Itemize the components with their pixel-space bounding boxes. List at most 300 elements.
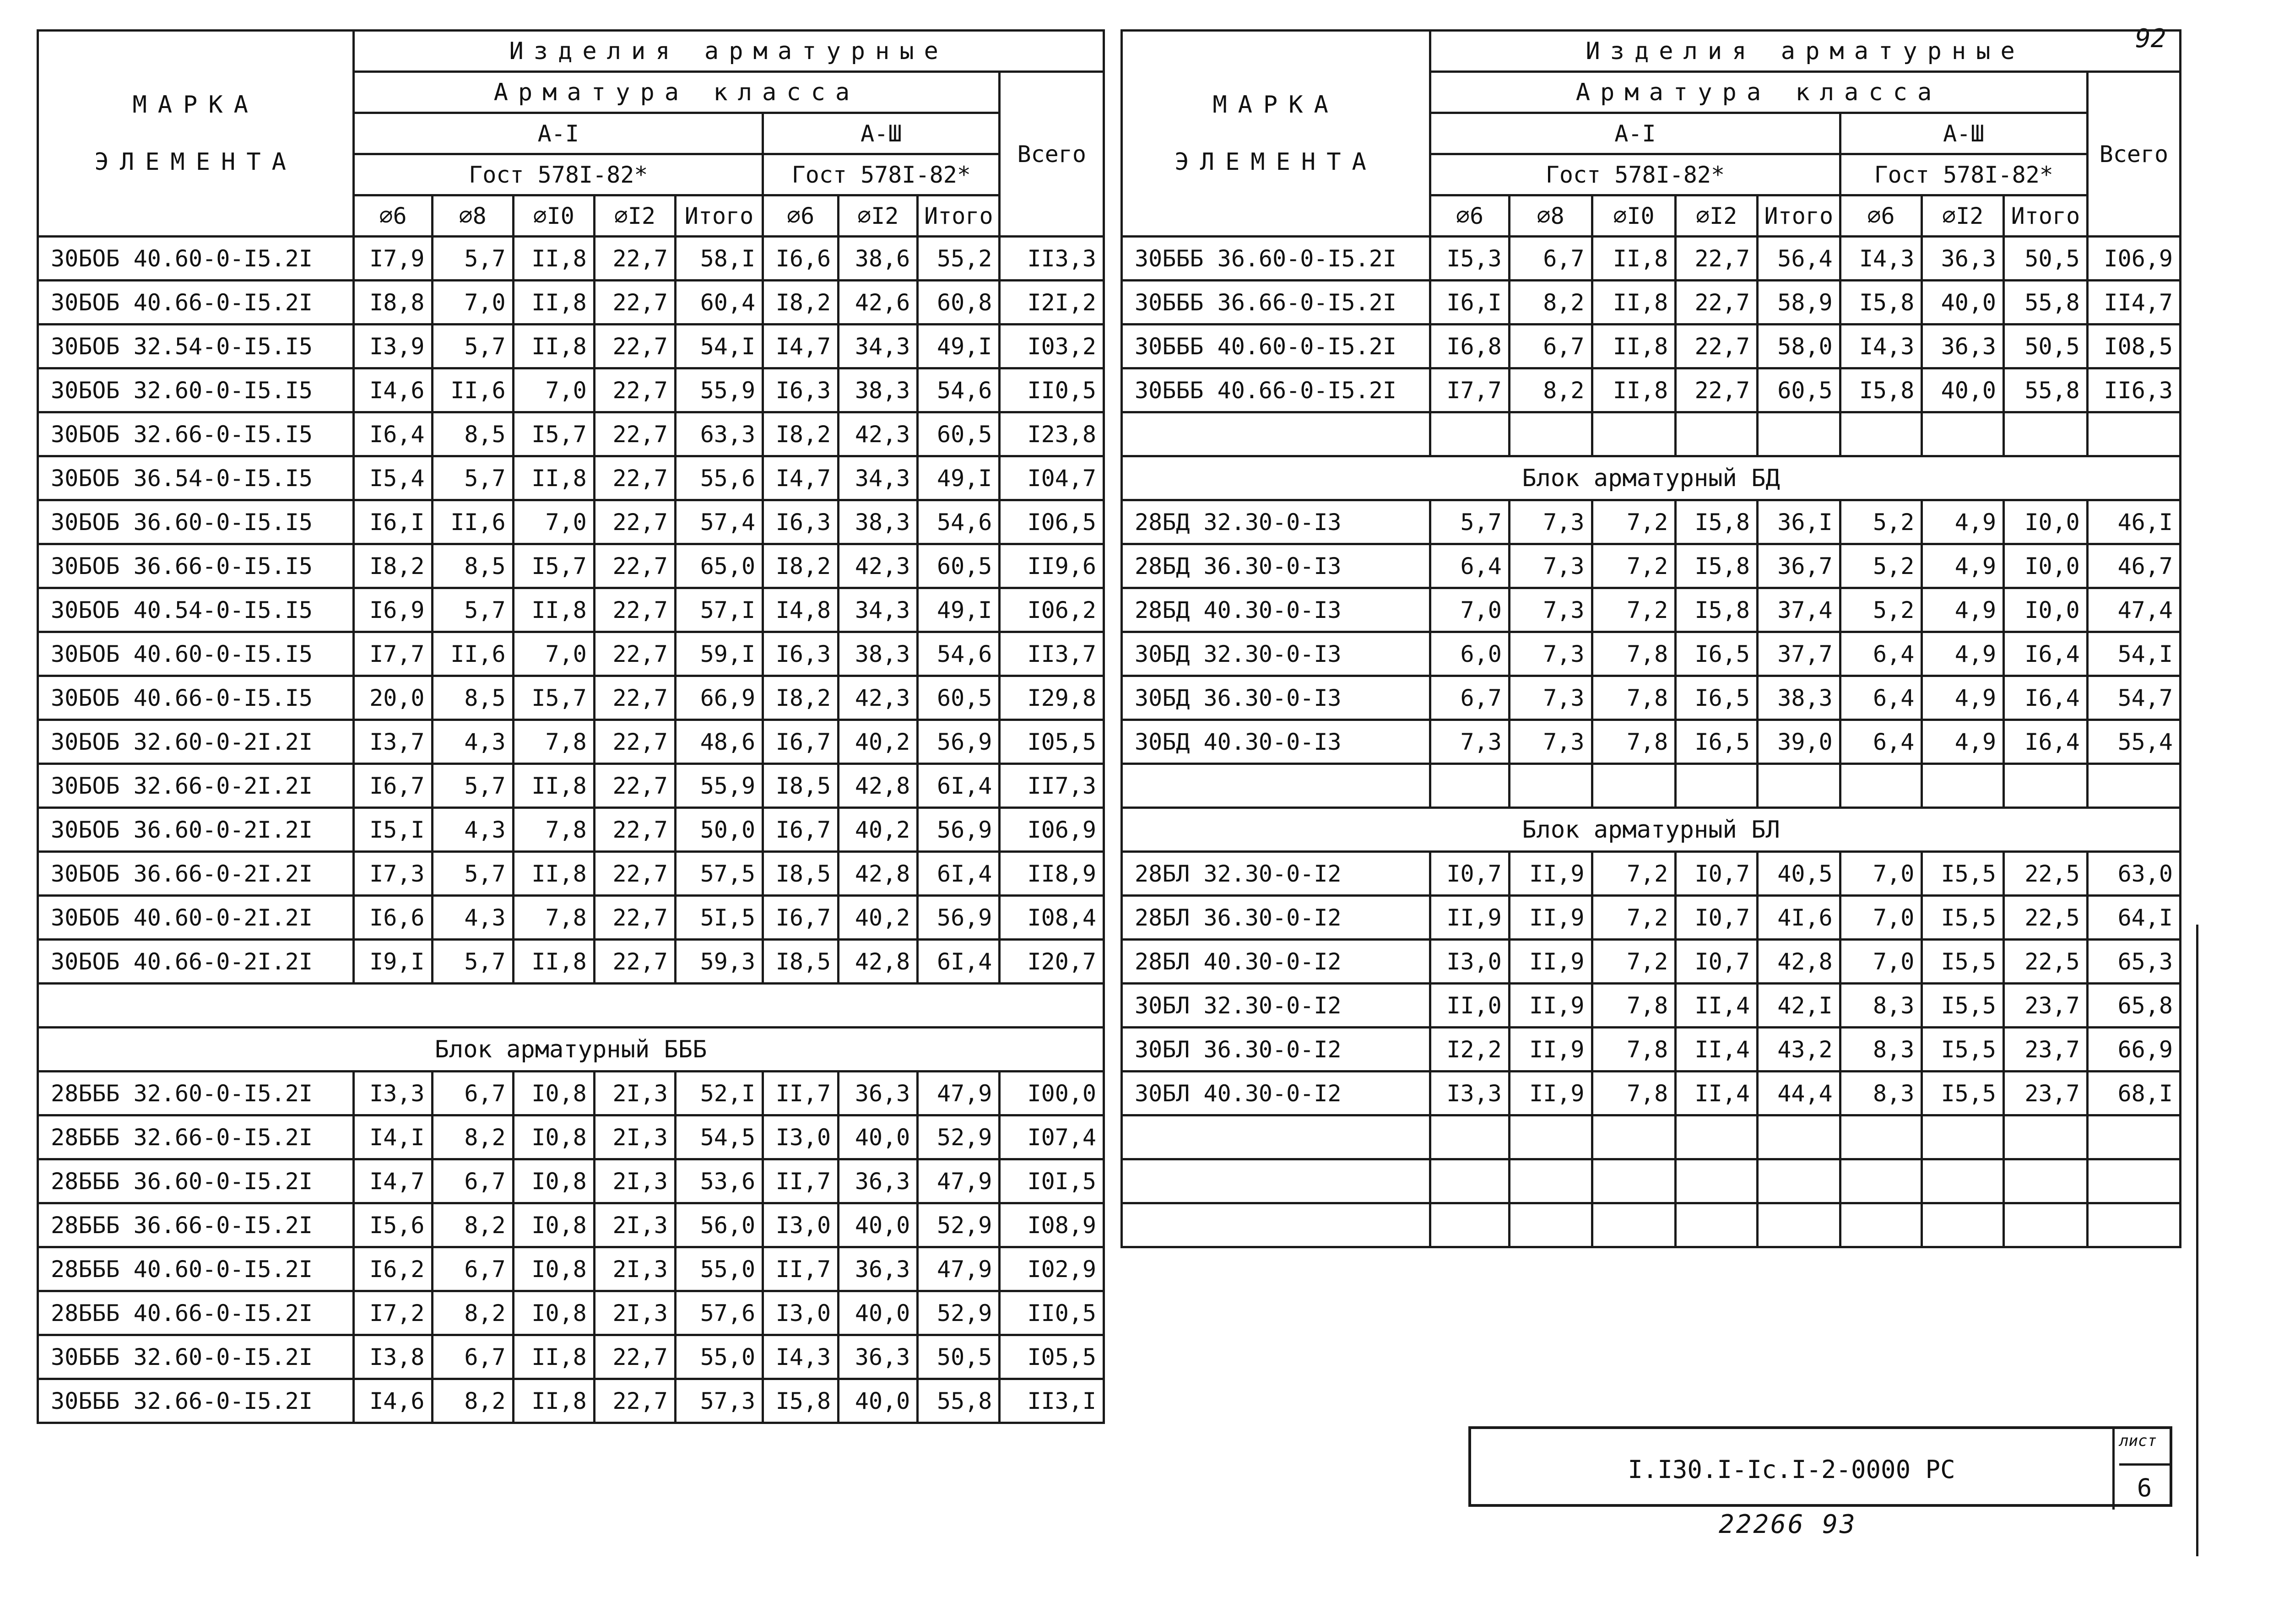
value-cell: 5,7 xyxy=(432,325,513,368)
gost-header: Гост 578I-82* xyxy=(1430,154,1840,195)
value-cell: II,8 xyxy=(1592,237,1676,281)
section-title: Блок арматурный БББ xyxy=(38,1028,1104,1072)
products-header: Изделия арматурные xyxy=(1430,31,2181,72)
value-cell: 40,0 xyxy=(839,1379,918,1423)
value-cell: 60,5 xyxy=(918,676,1000,720)
value-cell: I4,8 xyxy=(763,588,839,632)
left-table-body xyxy=(38,237,1104,1423)
section-title: Блок арматурный БЛ xyxy=(1122,808,2181,852)
table-row xyxy=(38,281,1104,325)
value-cell: 2I,3 xyxy=(594,1072,675,1115)
value-cell xyxy=(1509,1115,1592,1159)
value-cell: 66,9 xyxy=(675,676,763,720)
value-cell: 6,7 xyxy=(432,1335,513,1379)
value-cell: II,8 xyxy=(513,940,594,984)
value-cell: 5,7 xyxy=(432,764,513,808)
value-cell: I0,8 xyxy=(513,1203,594,1247)
column-header: ⌀I2 xyxy=(839,195,918,237)
value-cell: II0,5 xyxy=(1000,1291,1104,1335)
value-cell: 2I,3 xyxy=(594,1247,675,1291)
value-cell: 54,I xyxy=(675,325,763,368)
value-cell: II,4 xyxy=(1676,1072,1758,1115)
value-cell: II7,3 xyxy=(1000,764,1104,808)
table-row xyxy=(1122,720,2181,764)
value-cell: 8,3 xyxy=(1840,1028,1922,1072)
element-mark: 28БББ 40.60-0-I5.2I xyxy=(38,1247,354,1291)
value-cell: 7,0 xyxy=(513,368,594,412)
value-cell: I0,8 xyxy=(513,1247,594,1291)
value-cell: 22,7 xyxy=(594,720,675,764)
value-cell: 7,2 xyxy=(1592,896,1676,940)
value-cell: II,8 xyxy=(513,281,594,325)
table-row xyxy=(38,500,1104,544)
value-cell xyxy=(1509,764,1592,808)
column-header: Итого xyxy=(1757,195,1840,237)
table-row xyxy=(1122,940,2181,984)
value-cell: II,8 xyxy=(513,588,594,632)
value-cell: I4,7 xyxy=(354,1159,432,1203)
value-cell: I6,7 xyxy=(763,896,839,940)
value-cell: 57,I xyxy=(675,588,763,632)
value-cell: I06,5 xyxy=(1000,500,1104,544)
value-cell: 56,9 xyxy=(918,808,1000,852)
value-cell: II,8 xyxy=(513,764,594,808)
value-cell: 6I,4 xyxy=(918,764,1000,808)
value-cell: 37,7 xyxy=(1757,632,1840,676)
table-row xyxy=(38,325,1104,368)
value-cell: 47,9 xyxy=(918,1247,1000,1291)
value-cell: I5,7 xyxy=(513,412,594,456)
value-cell: 5,7 xyxy=(432,852,513,896)
element-mark: 30БОБ 40.66-0-2I.2I xyxy=(38,940,354,984)
value-cell: 65,3 xyxy=(2087,940,2180,984)
value-cell: 8,3 xyxy=(1840,984,1922,1028)
value-cell xyxy=(1922,1115,2004,1159)
value-cell: I0I,5 xyxy=(1000,1159,1104,1203)
value-cell: 42,3 xyxy=(839,544,918,588)
value-cell: 22,7 xyxy=(594,1379,675,1423)
value-cell: 65,0 xyxy=(675,544,763,588)
table-row xyxy=(38,456,1104,500)
column-header: ⌀I0 xyxy=(1592,195,1676,237)
value-cell: I08,5 xyxy=(2087,325,2180,368)
element-mark: 28БББ 36.60-0-I5.2I xyxy=(38,1159,354,1203)
value-cell: 36,3 xyxy=(1922,237,2004,281)
element-mark xyxy=(1122,1203,1430,1247)
value-cell: 50,5 xyxy=(2004,325,2088,368)
value-cell: 6I,4 xyxy=(918,940,1000,984)
value-cell: 7,8 xyxy=(1592,720,1676,764)
value-cell: 40,0 xyxy=(839,1291,918,1335)
value-cell: 8,2 xyxy=(432,1379,513,1423)
sheet-label: лист xyxy=(2119,1432,2157,1450)
value-cell: I5,7 xyxy=(513,544,594,588)
value-cell: I5,5 xyxy=(1922,1072,2004,1115)
element-mark xyxy=(1122,412,1430,456)
value-cell xyxy=(1430,412,1510,456)
value-cell: 8,2 xyxy=(1509,281,1592,325)
table-row xyxy=(1122,500,2181,544)
column-header: ⌀6 xyxy=(1430,195,1510,237)
value-cell: 6,7 xyxy=(1509,237,1592,281)
value-cell: I4,6 xyxy=(354,368,432,412)
value-cell: 47,9 xyxy=(918,1072,1000,1115)
value-cell: 57,5 xyxy=(675,852,763,896)
value-cell xyxy=(1592,1203,1676,1247)
value-cell: I0,8 xyxy=(513,1072,594,1115)
value-cell: 40,0 xyxy=(1922,368,2004,412)
value-cell: 55,0 xyxy=(675,1247,763,1291)
value-cell: I0,0 xyxy=(2004,588,2088,632)
value-cell: 6,7 xyxy=(1430,676,1510,720)
section-title: Блок арматурный БД xyxy=(1122,456,2181,500)
value-cell xyxy=(1509,412,1592,456)
value-cell: I3,3 xyxy=(1430,1072,1510,1115)
value-cell: I5,5 xyxy=(1922,984,2004,1028)
value-cell: 22,7 xyxy=(594,325,675,368)
value-cell: 4,9 xyxy=(1922,676,2004,720)
value-cell: 22,7 xyxy=(594,940,675,984)
value-cell: 7,8 xyxy=(513,808,594,852)
value-cell: 23,7 xyxy=(2004,984,2088,1028)
value-cell: I6,7 xyxy=(763,808,839,852)
column-header: Итого xyxy=(2004,195,2088,237)
value-cell: 22,7 xyxy=(594,808,675,852)
element-mark: 30БЛ 36.30-0-I2 xyxy=(1122,1028,1430,1072)
value-cell: 60,5 xyxy=(918,412,1000,456)
value-cell: 22,7 xyxy=(1676,325,1758,368)
value-cell: 57,6 xyxy=(675,1291,763,1335)
value-cell xyxy=(1676,764,1758,808)
value-cell: 5,7 xyxy=(432,456,513,500)
value-cell: 22,7 xyxy=(594,588,675,632)
value-cell: 22,7 xyxy=(594,281,675,325)
value-cell: 7,3 xyxy=(1509,588,1592,632)
value-cell: I3,0 xyxy=(763,1203,839,1247)
value-cell: I6,3 xyxy=(763,368,839,412)
value-cell: II,9 xyxy=(1509,852,1592,896)
value-cell: I8,2 xyxy=(763,412,839,456)
value-cell: I7,9 xyxy=(354,237,432,281)
value-cell: 7,8 xyxy=(1592,1072,1676,1115)
value-cell: 22,7 xyxy=(594,896,675,940)
table-row xyxy=(38,1203,1104,1247)
rebar-class-header: Арматура класса xyxy=(354,72,1000,113)
value-cell: 42,I xyxy=(1757,984,1840,1028)
value-cell: 52,9 xyxy=(918,1115,1000,1159)
value-cell: I6,4 xyxy=(354,412,432,456)
element-mark: 30БОБ 32.66-0-2I.2I xyxy=(38,764,354,808)
table-row xyxy=(38,588,1104,632)
value-cell xyxy=(1840,1159,1922,1203)
element-mark: 28БББ 32.66-0-I5.2I xyxy=(38,1115,354,1159)
value-cell: I7,3 xyxy=(354,852,432,896)
element-mark: 28БББ 40.66-0-I5.2I xyxy=(38,1291,354,1335)
table-row xyxy=(38,368,1104,412)
value-cell: 50,5 xyxy=(918,1335,1000,1379)
column-header: ⌀6 xyxy=(354,195,432,237)
table-row xyxy=(38,1291,1104,1335)
element-mark: 30БОБ 32.60-0-I5.I5 xyxy=(38,368,354,412)
value-cell: 7,3 xyxy=(1509,500,1592,544)
value-cell: 4,3 xyxy=(432,896,513,940)
value-cell: 4,9 xyxy=(1922,632,2004,676)
value-cell: I8,8 xyxy=(354,281,432,325)
value-cell: 2I,3 xyxy=(594,1291,675,1335)
value-cell xyxy=(2087,1115,2180,1159)
value-cell: 22,7 xyxy=(1676,281,1758,325)
value-cell: 57,3 xyxy=(675,1379,763,1423)
value-cell: I5,6 xyxy=(354,1203,432,1247)
value-cell: I8,2 xyxy=(763,281,839,325)
value-cell: 39,0 xyxy=(1757,720,1840,764)
value-cell: 8,2 xyxy=(432,1115,513,1159)
value-cell xyxy=(1509,1159,1592,1203)
value-cell xyxy=(1922,1159,2004,1203)
value-cell: II,4 xyxy=(1676,1028,1758,1072)
value-cell: I8,2 xyxy=(763,544,839,588)
document-code: I.I30.I-Ic.I-2-0000 PC xyxy=(1628,1455,1955,1484)
value-cell: 58,9 xyxy=(1757,281,1840,325)
value-cell: I0,7 xyxy=(1676,940,1758,984)
value-cell: 22,7 xyxy=(594,412,675,456)
table-row xyxy=(1122,1028,2181,1072)
value-cell: 6I,4 xyxy=(918,852,1000,896)
value-cell: 2I,3 xyxy=(594,1159,675,1203)
column-header: ⌀I2 xyxy=(1676,195,1758,237)
value-cell xyxy=(1430,1203,1510,1247)
element-mark: 30БД 36.30-0-I3 xyxy=(1122,676,1430,720)
value-cell: 47,4 xyxy=(2087,588,2180,632)
element-mark: 30БОБ 40.66-0-I5.I5 xyxy=(38,676,354,720)
element-mark: 30БОБ 32.66-0-I5.I5 xyxy=(38,412,354,456)
table-row xyxy=(1122,676,2181,720)
element-mark: 28БЛ 32.30-0-I2 xyxy=(1122,852,1430,896)
value-cell: 22,5 xyxy=(2004,940,2088,984)
gost-header: Гост 578I-82* xyxy=(763,154,1000,195)
value-cell: I6,3 xyxy=(763,632,839,676)
value-cell: 8,2 xyxy=(432,1203,513,1247)
value-cell: 8,5 xyxy=(432,676,513,720)
value-cell xyxy=(2004,1159,2088,1203)
value-cell: I0,8 xyxy=(513,1115,594,1159)
table-row xyxy=(38,764,1104,808)
rebar-class-header: Арматура класса xyxy=(1430,72,2088,113)
column-header: ⌀I2 xyxy=(594,195,675,237)
value-cell xyxy=(2087,412,2180,456)
value-cell: 34,3 xyxy=(839,588,918,632)
value-cell: 40,2 xyxy=(839,896,918,940)
value-cell: I7,7 xyxy=(354,632,432,676)
value-cell: 48,6 xyxy=(675,720,763,764)
value-cell: II,9 xyxy=(1509,984,1592,1028)
value-cell: I06,2 xyxy=(1000,588,1104,632)
value-cell: 54,6 xyxy=(918,368,1000,412)
value-cell: I0,7 xyxy=(1430,852,1510,896)
column-header: ⌀8 xyxy=(432,195,513,237)
value-cell: I05,5 xyxy=(1000,720,1104,764)
value-cell: I4,I xyxy=(354,1115,432,1159)
value-cell: 40,2 xyxy=(839,720,918,764)
value-cell: 60,4 xyxy=(675,281,763,325)
value-cell: 36,I xyxy=(1757,500,1840,544)
table-row xyxy=(1122,1115,2181,1159)
value-cell: 58,I xyxy=(675,237,763,281)
value-cell: 52,I xyxy=(675,1072,763,1115)
table-row xyxy=(38,237,1104,281)
value-cell: I7,7 xyxy=(1430,368,1510,412)
value-cell: I5,8 xyxy=(1840,368,1922,412)
value-cell: 55,9 xyxy=(675,368,763,412)
value-cell: I23,8 xyxy=(1000,412,1104,456)
table-row xyxy=(1122,852,2181,896)
value-cell: 54,7 xyxy=(2087,676,2180,720)
value-cell xyxy=(2004,764,2088,808)
table-row xyxy=(1122,1072,2181,1115)
value-cell: 56,4 xyxy=(1757,237,1840,281)
value-cell: I8,2 xyxy=(354,544,432,588)
value-cell: I4,7 xyxy=(763,325,839,368)
class-a1-header: А-I xyxy=(1430,113,1840,154)
value-cell: 36,7 xyxy=(1757,544,1840,588)
value-cell: 60,5 xyxy=(918,544,1000,588)
sheet-number: 6 xyxy=(2119,1463,2170,1510)
value-cell: I6,5 xyxy=(1676,720,1758,764)
value-cell: 7,2 xyxy=(1592,852,1676,896)
value-cell: 53,6 xyxy=(675,1159,763,1203)
value-cell: I0,8 xyxy=(513,1291,594,1335)
value-cell: II9,6 xyxy=(1000,544,1104,588)
value-cell: 56,9 xyxy=(918,720,1000,764)
value-cell: I02,9 xyxy=(1000,1247,1104,1291)
value-cell: 40,0 xyxy=(1922,281,2004,325)
class-a3-header: А-Ш xyxy=(1840,113,2087,154)
value-cell: I6,8 xyxy=(1430,325,1510,368)
value-cell: 8,2 xyxy=(432,1291,513,1335)
value-cell: I8,2 xyxy=(763,676,839,720)
right-table-body xyxy=(1122,237,2181,1247)
page-number: 92 xyxy=(2135,24,2166,54)
value-cell: 7,3 xyxy=(1430,720,1510,764)
value-cell xyxy=(2087,1203,2180,1247)
value-cell xyxy=(1840,412,1922,456)
value-cell: II,7 xyxy=(763,1247,839,1291)
value-cell: II,6 xyxy=(432,632,513,676)
title-block xyxy=(1468,1426,2172,1507)
value-cell: I07,4 xyxy=(1000,1115,1104,1159)
value-cell: I2,2 xyxy=(1430,1028,1510,1072)
table-row xyxy=(1122,325,2181,368)
column-header: ⌀8 xyxy=(1509,195,1592,237)
element-mark: 28БД 36.30-0-I3 xyxy=(1122,544,1430,588)
class-a1-header: А-I xyxy=(354,113,763,154)
value-cell xyxy=(1757,1115,1840,1159)
value-cell: I5,8 xyxy=(1676,588,1758,632)
table-row xyxy=(38,896,1104,940)
element-mark: 30БОБ 36.66-0-2I.2I xyxy=(38,852,354,896)
value-cell xyxy=(2004,1203,2088,1247)
value-cell xyxy=(1757,412,1840,456)
value-cell: 6,0 xyxy=(1430,632,1510,676)
value-cell: II,8 xyxy=(513,1379,594,1423)
value-cell: I6,4 xyxy=(2004,632,2088,676)
element-mark: 28БД 32.30-0-I3 xyxy=(1122,500,1430,544)
element-mark: 30БД 32.30-0-I3 xyxy=(1122,632,1430,676)
value-cell: 58,0 xyxy=(1757,325,1840,368)
value-cell xyxy=(1757,764,1840,808)
value-cell: I6,3 xyxy=(763,500,839,544)
section-row xyxy=(1122,456,2181,500)
value-cell: I0,0 xyxy=(2004,500,2088,544)
value-cell: II6,3 xyxy=(2087,368,2180,412)
value-cell: I6,7 xyxy=(354,764,432,808)
value-cell: 42,3 xyxy=(839,676,918,720)
table-row xyxy=(38,1379,1104,1423)
element-mark: 30БББ 40.60-0-I5.2I xyxy=(1122,325,1430,368)
value-cell: 22,7 xyxy=(594,676,675,720)
value-cell: 36,3 xyxy=(839,1335,918,1379)
value-cell: 22,7 xyxy=(594,368,675,412)
value-cell xyxy=(2087,764,2180,808)
value-cell: I5,8 xyxy=(1840,281,1922,325)
value-cell: I5,8 xyxy=(1676,500,1758,544)
value-cell: I4,6 xyxy=(354,1379,432,1423)
value-cell: I5,8 xyxy=(763,1379,839,1423)
table-row xyxy=(1122,237,2181,281)
value-cell: I6,7 xyxy=(763,720,839,764)
value-cell: II,8 xyxy=(1592,325,1676,368)
value-cell: 2I,3 xyxy=(594,1203,675,1247)
element-mark: 30БОБ 40.60-0-I5.I5 xyxy=(38,632,354,676)
value-cell: 4,9 xyxy=(1922,544,2004,588)
table-row xyxy=(38,808,1104,852)
column-header: Итого xyxy=(918,195,1000,237)
value-cell: 7,0 xyxy=(1840,896,1922,940)
value-cell: II,9 xyxy=(1430,896,1510,940)
value-cell: 6,7 xyxy=(432,1072,513,1115)
element-mark: 28БББ 32.60-0-I5.2I xyxy=(38,1072,354,1115)
value-cell: II,9 xyxy=(1509,1072,1592,1115)
value-cell: I0,0 xyxy=(2004,544,2088,588)
value-cell: 42,8 xyxy=(839,940,918,984)
value-cell xyxy=(1676,1115,1758,1159)
value-cell: 5,7 xyxy=(432,588,513,632)
value-cell: 55,2 xyxy=(918,237,1000,281)
value-cell: I6,4 xyxy=(2004,676,2088,720)
value-cell: II,8 xyxy=(513,237,594,281)
section-row xyxy=(38,984,1104,1028)
value-cell: 55,8 xyxy=(2004,368,2088,412)
value-cell: 6,7 xyxy=(432,1247,513,1291)
value-cell: 5,2 xyxy=(1840,500,1922,544)
value-cell xyxy=(1922,764,2004,808)
value-cell xyxy=(1676,412,1758,456)
value-cell: I4,3 xyxy=(1840,325,1922,368)
value-cell: II3,I xyxy=(1000,1379,1104,1423)
table-row xyxy=(38,1159,1104,1203)
value-cell xyxy=(1922,412,2004,456)
value-cell: 36,3 xyxy=(839,1247,918,1291)
value-cell: 22,7 xyxy=(594,1335,675,1379)
value-cell: I5,8 xyxy=(1676,544,1758,588)
element-mark: 28БЛ 40.30-0-I2 xyxy=(1122,940,1430,984)
value-cell: 56,9 xyxy=(918,896,1000,940)
value-cell xyxy=(1840,1115,1922,1159)
value-cell: 36,3 xyxy=(1922,325,2004,368)
element-mark: 30БОБ 32.60-0-2I.2I xyxy=(38,720,354,764)
value-cell: II,4 xyxy=(1676,984,1758,1028)
value-cell xyxy=(1509,1203,1592,1247)
